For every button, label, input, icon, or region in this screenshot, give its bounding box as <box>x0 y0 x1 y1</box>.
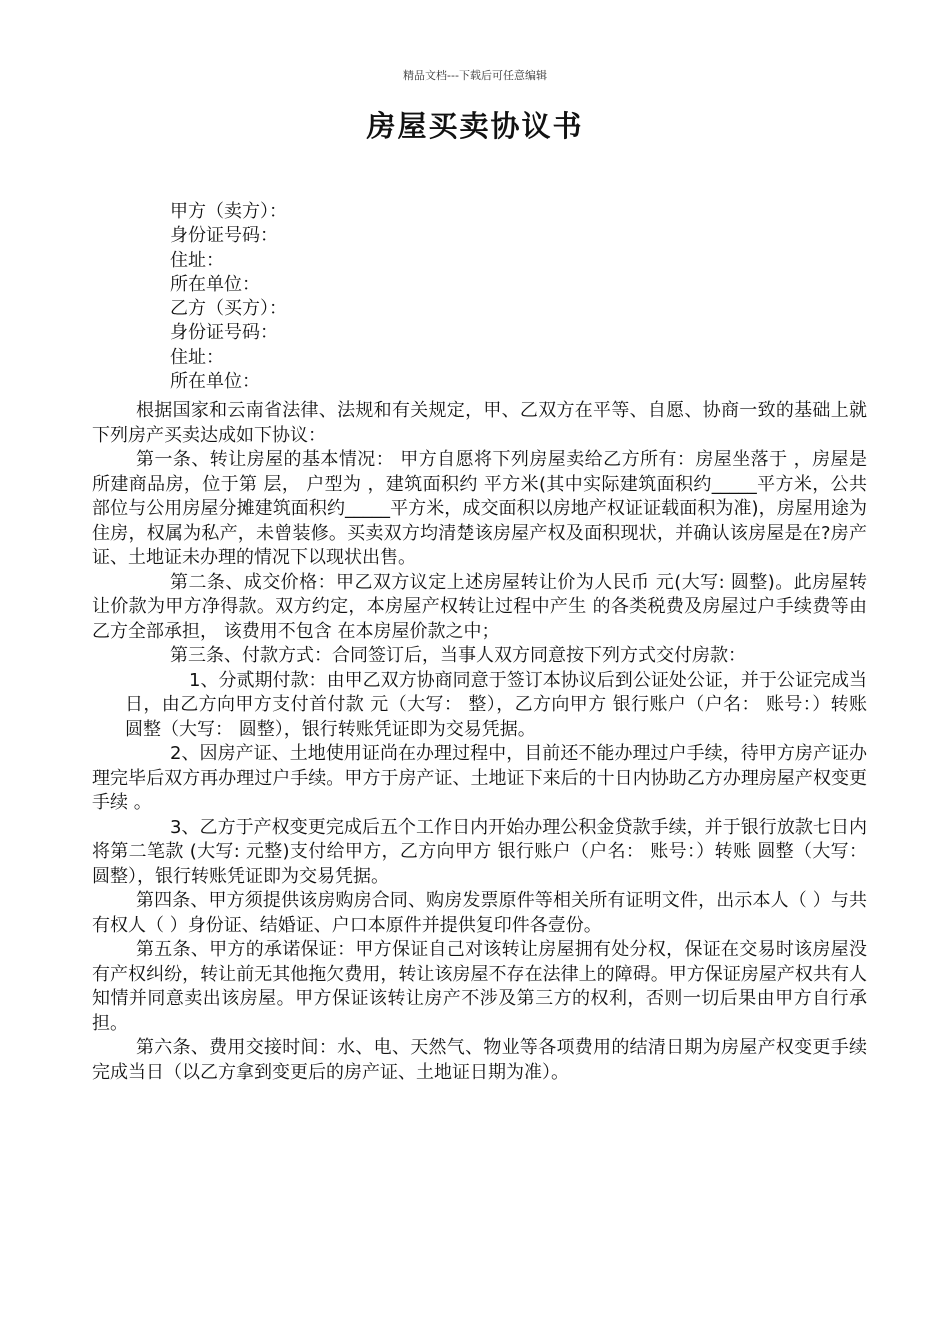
party-b-employer-line: 所在单位： <box>170 371 260 393</box>
article-6-paragraph: 第六条、费用交接时间：水、电、天然气、物业等各项费用的结清日期为房屋产权变更手续完成当日（以乙方拿到变更后的房产证、土地证日期为准）。 <box>92 1037 867 1083</box>
article-4-paragraph: 第四条、甲方须提供该房购房合同、购房发票原件等相关所有证明文件，出示本人（ ）与共有权人（ ）身份证、结婚证、户口本原件并提供复印件各壹份。 <box>92 890 867 936</box>
payment-item-3: 3、乙方于产权变更完成后五个工作日内开始办理公积金贷款手续，并于银行放款七日内将第二笔款 (大写: 元整)支付给甲方，乙方向甲方 银行账户（户名： 账号：）转账 圆整（大写： 圆整），银行转账凭证即为交易凭据。 <box>92 816 867 887</box>
party-info <box>170 200 287 394</box>
payment-item-1: 1、分贰期付款：由甲乙双方协商同意于签订本协议后到公证处公证，并于公证完成当日，由乙方向甲方支付首付款 元（大写： 整），乙方向甲方 银行账户（户名： 账号：）转账 圆整（大写： 圆整），银行转账凭证即为交易凭据。 <box>125 669 867 740</box>
article-3-paragraph: 第三条、付款方式：合同签订后，当事人双方同意按下列方式交付房款： <box>170 645 746 666</box>
payment-item-2: 2、因房产证、土地使用证尚在办理过程中，目前还不能办理过户手续，待甲方房产证办理完毕后双方再办理过户手续。甲方于房产证、土地证下来后的十日内协助乙方办理房屋产权变更手续 。 <box>92 743 867 813</box>
party-a-id-line: 身份证号码： <box>170 225 278 247</box>
article-2-paragraph: 第二条、成交价格：甲乙双方议定上述房屋转让价为人民币 元(大写: 圆整)。此房屋转让价款为甲方净得款。双方约定，本房屋产权转让过程中产生 的各类税费及房屋过户手续费等由乙方全部承担， 该费用不包含 在本房屋价款之中； <box>92 571 867 642</box>
party-b-address-line: 住址： <box>170 346 224 368</box>
party-a-address-line: 住址： <box>170 249 224 271</box>
party-b-id-line: 身份证号码： <box>170 322 278 344</box>
party-a-employer-line: 所在单位： <box>170 273 260 295</box>
header-note: 精品文档---下载后可任意编辑 <box>403 69 547 82</box>
preamble-paragraph: 根据国家和云南省法律、法规和有关规定，甲、乙双方在平等、自愿、协商一致的基础上就下列房产买卖达成如下协议： <box>92 400 867 446</box>
article-5-paragraph: 第五条、甲方的承诺保证：甲方保证自己对该转让房屋拥有处分权，保证在交易时该房屋没有产权纠纷，转让前无其他拖欠费用，转让该房屋不存在法律上的障碍。甲方保证房屋产权共有人知情并同意卖出该房屋。甲方保证该转让房产不涉及第三方的权利，否则一切后果由甲方自行承担。 <box>92 939 867 1034</box>
document-title: 房屋买卖协议书 <box>366 109 584 143</box>
agreement-body <box>92 399 867 1085</box>
party-b-name-line: 乙方（买方）： <box>170 298 287 320</box>
article-1-paragraph: 第一条、转让房屋的基本情况： 甲方自愿将下列房屋卖给乙方所有：房屋坐落于 ，房屋是 所建商品房，位于第 层， 户型为 ，建筑面积约 平方米(其中实际建筑面积约_____平方米，公共部位与公用房屋分摊建筑面积约_____平方米，成交面积以房地产权证证载面积为准)，房屋用途为住房，权属为私产，未曾装修。买卖双方均清楚该房屋产权及面积现状，并确认该房屋是在?房产证、土地证未办理的情况下以现状出售。 <box>92 449 867 568</box>
party-a-name-line: 甲方（卖方）： <box>170 201 287 222</box>
